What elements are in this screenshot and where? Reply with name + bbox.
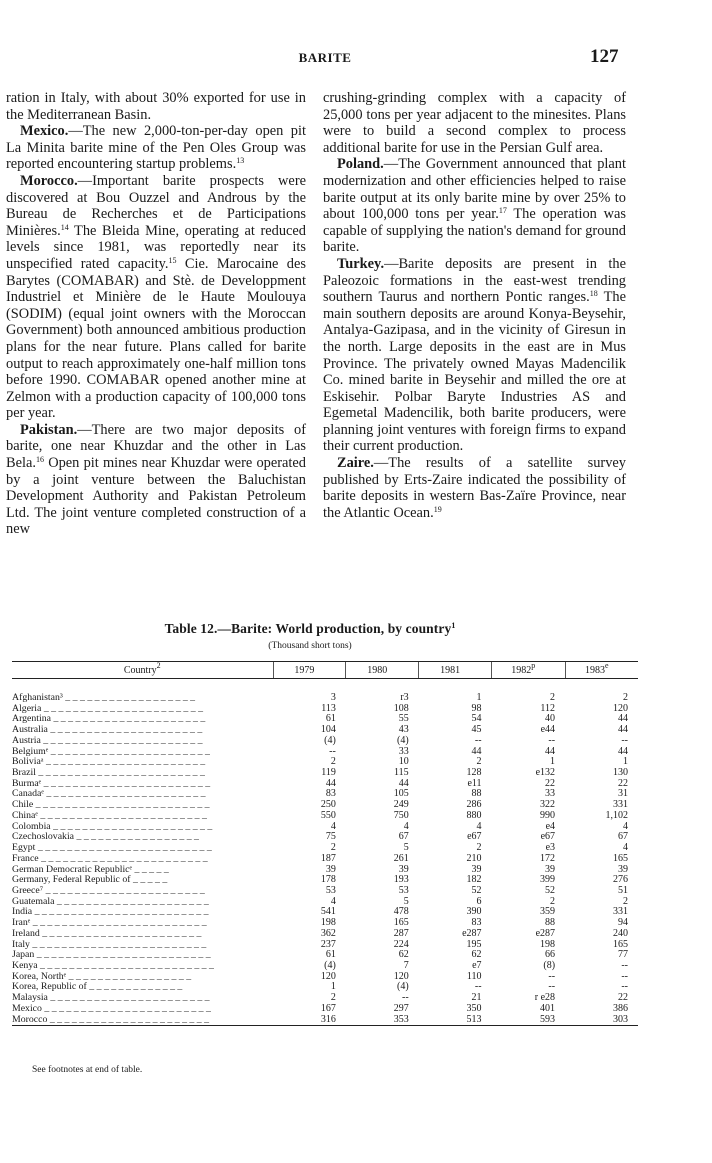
value-cell: 39: [545, 863, 556, 875]
value-cell: 52: [471, 884, 482, 896]
value-cell: 362: [320, 927, 336, 939]
country-cell: Ireland _ _ _ _ _ _ _ _ _ _ _ _ _ _ _ _ _ _ _ _ _ _: [12, 928, 202, 939]
value-cell: 130: [613, 767, 628, 779]
value-cell: 593: [492, 1015, 566, 1026]
value-cell: 167: [320, 1002, 336, 1014]
value-cell: 55: [398, 713, 409, 725]
footnote-ref: 15: [168, 255, 177, 265]
value-cell: e67: [467, 831, 482, 843]
table-row: [12, 679, 638, 704]
value-cell: 10: [398, 756, 409, 768]
value-cell: 22: [618, 992, 628, 1004]
footnote-ref: 14: [60, 222, 69, 232]
value-cell: --: [548, 981, 556, 993]
value-cell: 128: [466, 767, 482, 779]
value-cell: (4): [324, 734, 336, 746]
country-cell: Korea, Republic of _ _ _ _ _ _ _ _ _ _ _ _ _: [12, 982, 183, 993]
value-cell: 353: [346, 1015, 419, 1026]
text-run: Turkey.: [337, 255, 385, 272]
country-cell: Egypt _ _ _ _ _ _ _ _ _ _ _ _ _ _ _ _ _ _ _ _ _ _ _ _: [12, 843, 212, 854]
value-cell: --: [329, 745, 336, 757]
table-row: [12, 929, 638, 940]
left-column: [6, 90, 306, 538]
value-cell: 40: [545, 713, 556, 725]
value-cell: 39: [325, 863, 336, 875]
value-cell: 33: [398, 745, 409, 757]
column-header: 1983e: [565, 662, 638, 679]
footnote-ref: 17: [498, 206, 507, 216]
value-cell: r e28: [534, 992, 556, 1004]
value-cell: 75: [325, 831, 336, 843]
value-cell: (4): [397, 981, 409, 993]
column-header: 1979: [273, 662, 346, 679]
value-cell: 297: [393, 1002, 409, 1014]
footnote-ref: 18: [589, 289, 598, 299]
country-cell: Kenya _ _ _ _ _ _ _ _ _ _ _ _ _ _ _ _ _ _ _ _ _ _ _ _: [12, 960, 214, 971]
value-cell: 33: [545, 788, 556, 800]
text-run: Mexico.: [20, 123, 69, 140]
value-cell: 276: [613, 874, 628, 886]
value-cell: e44: [540, 724, 556, 736]
text-run: The main southern deposits are around Konya-Beysehir, Antalya-Gazipasa, and in the vicinity of Giresun in the north. Large deposits in the east are in Mus Province. The privately owned Mayas Madencilik Co. mined barite in Beysehir and milled the ore at Eskisehir. Polbar Baryte Industries AS and Egemetal Madencilik, both barite producers, were planning joint ventures with foreign firms to expand their current production.: [323, 289, 626, 455]
country-cell: Morocco _ _ _ _ _ _ _ _ _ _ _ _ _ _ _ _ _ _ _ _ _ _: [12, 1015, 273, 1026]
value-cell: 110: [466, 970, 482, 982]
value-cell: 316: [273, 1015, 346, 1026]
value-cell: 2: [476, 756, 482, 768]
value-cell: 119: [321, 767, 336, 779]
value-cell: 53: [398, 884, 409, 896]
value-cell: --: [474, 981, 482, 993]
value-cell: 88: [545, 917, 556, 929]
value-cell: 359: [540, 906, 556, 918]
country-cell: France _ _ _ _ _ _ _ _ _ _ _ _ _ _ _ _ _ _ _ _ _ _ _: [12, 853, 208, 864]
value-cell: 2: [550, 692, 556, 703]
value-cell: 83: [325, 788, 336, 800]
value-cell: --: [621, 981, 628, 993]
value-cell: 193: [393, 874, 409, 886]
table-header-row: [12, 662, 638, 679]
country-cell: Colombia _ _ _ _ _ _ _ _ _ _ _ _ _ _ _ _ _ _ _ _ _ _: [12, 821, 213, 832]
text-run: Zaire.: [337, 455, 374, 472]
value-cell: 94: [618, 917, 628, 929]
value-cell: (8): [543, 959, 556, 971]
page-number: 127: [590, 46, 619, 67]
value-cell: 67: [618, 831, 628, 843]
country-cell: Burmaᵉ _ _ _ _ _ _ _ _ _ _ _ _ _ _ _ _ _ _ _ _ _ _ _: [12, 778, 211, 789]
value-cell: 21: [471, 992, 482, 1004]
value-cell: 3: [330, 692, 336, 703]
country-cell: Brazil _ _ _ _ _ _ _ _ _ _ _ _ _ _ _ _ _ _ _ _ _ _ _: [12, 768, 205, 779]
text-run: Cie. Marocaine des Barytes (COMABAR) and Stè. de Developpment Industriel et Minière de le Haute Moulouya (SODIM) (equal joint owners with the Moroccan Government) both announced ambitious production plans for the near future. Plans called for barite output to reach approximately one-half million tons before 1990. COMABAR opened another mine at Zelmon with a production capacity of 100,000 tons per year.: [6, 255, 306, 422]
value-cell: 120: [393, 970, 409, 982]
country-cell: Austria _ _ _ _ _ _ _ _ _ _ _ _ _ _ _ _ _ _ _ _ _ _: [12, 735, 203, 746]
value-cell: e67: [540, 831, 556, 843]
country-cell: Germany, Federal Republic of _ _ _ _ _: [12, 875, 168, 886]
value-cell: 112: [540, 702, 556, 714]
value-cell: 61: [325, 949, 336, 961]
value-cell: --: [621, 734, 628, 746]
table-subtitle: (Thousand short tons): [268, 641, 352, 651]
value-cell: 2: [330, 842, 336, 854]
value-cell: 4: [403, 820, 409, 832]
value-cell: 513: [419, 1015, 492, 1026]
country-cell: Boliviaᵃ _ _ _ _ _ _ _ _ _ _ _ _ _ _ _ _ _ _ _ _ _ _: [12, 757, 206, 768]
value-cell: 237: [320, 938, 336, 950]
column-header: 1980: [346, 662, 419, 679]
value-cell: 6: [476, 895, 482, 907]
country-cell: Chinaᵉ _ _ _ _ _ _ _ _ _ _ _ _ _ _ _ _ _ _ _ _ _ _ _: [12, 810, 207, 821]
country-cell: Algeria _ _ _ _ _ _ _ _ _ _ _ _ _ _ _ _ _ _ _ _ _ _: [12, 703, 204, 714]
table-row: [12, 1004, 638, 1015]
value-cell: 44: [618, 713, 628, 725]
value-cell: 108: [393, 702, 409, 714]
value-cell: (4): [397, 734, 409, 746]
table-row: [12, 747, 638, 758]
value-cell: 198: [320, 917, 336, 929]
value-cell: 44: [325, 777, 336, 789]
value-cell: e7: [472, 959, 482, 971]
value-cell: 5: [403, 842, 409, 854]
value-cell: 550: [320, 809, 336, 821]
value-cell: 54: [471, 713, 482, 725]
table-row: [12, 1015, 638, 1026]
value-cell: 51: [618, 884, 628, 896]
value-cell: 1: [330, 981, 336, 993]
text-run: Morocco.: [20, 172, 78, 189]
value-cell: 2: [623, 895, 628, 907]
value-cell: e287: [462, 927, 482, 939]
table-row: [12, 811, 638, 822]
value-cell: --: [548, 734, 556, 746]
value-cell: 322: [540, 799, 556, 811]
country-cell: Greece⁷ _ _ _ _ _ _ _ _ _ _ _ _ _ _ _ _ _ _ _ _ _ _: [12, 885, 205, 896]
value-cell: 52: [545, 884, 556, 896]
value-cell: 44: [618, 745, 628, 757]
value-cell: 39: [398, 863, 409, 875]
text-run: ration in Italy, with about 30% exported for use in the Mediterranean Basin.: [6, 90, 306, 123]
value-cell: 61: [325, 713, 336, 725]
paragraph: [323, 90, 626, 156]
footnote-ref: 16: [35, 455, 44, 465]
value-cell: --: [474, 734, 482, 746]
value-cell: 44: [545, 745, 556, 757]
value-cell: 105: [393, 788, 409, 800]
value-cell: 104: [320, 724, 336, 736]
country-cell: Chile _ _ _ _ _ _ _ _ _ _ _ _ _ _ _ _ _ _ _ _ _ _ _ _: [12, 800, 210, 811]
country-cell: Italy _ _ _ _ _ _ _ _ _ _ _ _ _ _ _ _ _ _ _ _ _ _ _ _: [12, 939, 207, 950]
country-cell: Afghanistan³ _ _ _ _ _ _ _ _ _ _ _ _ _ _ _ _ _ _: [12, 692, 196, 703]
paragraph: [6, 173, 306, 422]
value-cell: 45: [471, 724, 482, 736]
value-cell: 331: [613, 799, 628, 811]
value-cell: --: [548, 970, 556, 982]
value-cell: 198: [540, 938, 556, 950]
value-cell: 5: [403, 895, 409, 907]
value-cell: 4: [476, 820, 482, 832]
value-cell: 165: [613, 938, 628, 950]
value-cell: 62: [471, 949, 482, 961]
value-cell: 478: [393, 906, 409, 918]
value-cell: 541: [320, 906, 336, 918]
value-cell: 77: [618, 949, 628, 961]
value-cell: (4): [324, 959, 336, 971]
value-cell: 2: [476, 842, 482, 854]
text-run: Pakistan.: [20, 421, 78, 438]
value-cell: 286: [466, 799, 482, 811]
footnote-ref: 13: [236, 156, 245, 166]
text-run: The operation was capable of supplying the nation's demand for ground barite.: [323, 206, 626, 256]
value-cell: 331: [613, 906, 628, 918]
paragraph: [6, 123, 306, 173]
value-cell: 113: [321, 702, 336, 714]
value-cell: e132: [535, 767, 556, 779]
value-cell: 165: [613, 852, 628, 864]
value-cell: 399: [540, 874, 556, 886]
value-cell: r3: [400, 692, 409, 703]
value-cell: --: [621, 959, 628, 971]
value-cell: 22: [545, 777, 556, 789]
paragraph: [323, 256, 626, 455]
value-cell: 1: [550, 756, 556, 768]
value-cell: 62: [398, 949, 409, 961]
table-row: [12, 972, 638, 983]
value-cell: 880: [466, 809, 482, 821]
table-row: [12, 736, 638, 747]
value-cell: 210: [466, 852, 482, 864]
table-row: [12, 886, 638, 897]
value-cell: 1,102: [605, 809, 628, 821]
value-cell: 2: [330, 992, 336, 1004]
value-cell: 178: [320, 874, 336, 886]
column-header: Country$^2$: [12, 662, 273, 679]
value-cell: 83: [471, 917, 482, 929]
table-row: [12, 832, 638, 843]
value-cell: 401: [540, 1002, 556, 1014]
value-cell: 44: [471, 745, 482, 757]
value-cell: 39: [471, 863, 482, 875]
table-footnote: See footnotes at end of table.: [32, 1065, 143, 1075]
country-cell: Argentina _ _ _ _ _ _ _ _ _ _ _ _ _ _ _ _ _ _ _ _ _: [12, 714, 206, 725]
right-column: [323, 90, 626, 521]
value-cell: 31: [618, 788, 628, 800]
country-cell: Korea, Northᵉ _ _ _ _ _ _ _ _ _ _ _ _ _ _ _ _ _: [12, 971, 192, 982]
value-cell: 4: [623, 820, 628, 832]
text-run: crushing-grinding complex with a capacity of 25,000 tons per year adjacent to the minesites. Plans were to build a second complex to process additional barite for use in the Persian Gulf area.: [323, 90, 626, 156]
value-cell: 44: [618, 724, 628, 736]
value-cell: 287: [393, 927, 409, 939]
value-cell: 4: [330, 895, 336, 907]
country-cell: Guatemala _ _ _ _ _ _ _ _ _ _ _ _ _ _ _ _ _ _ _ _ _: [12, 896, 209, 907]
value-cell: 53: [325, 884, 336, 896]
text-run: The Bleida Mine, operating at reduced levels since 1981, was reportedly near its unspecified rated capacity.: [6, 222, 306, 272]
paragraph: [323, 455, 626, 521]
country-cell: Japan _ _ _ _ _ _ _ _ _ _ _ _ _ _ _ _ _ _ _ _ _ _ _ _: [12, 950, 211, 961]
value-cell: 350: [466, 1002, 482, 1014]
paragraph: [323, 156, 626, 256]
value-cell: 303: [565, 1015, 638, 1026]
text-run: —Important barite prospects were discovered at Bou Ouzzel and Androus by the Bureau de Recherches et de Participations Minières.: [6, 172, 306, 239]
column-header: 1981: [419, 662, 492, 679]
value-cell: 195: [466, 938, 482, 950]
production-table: [12, 661, 638, 1026]
value-cell: 43: [398, 724, 409, 736]
value-cell: e3: [545, 842, 556, 854]
value-cell: --: [402, 992, 409, 1004]
value-cell: 172: [540, 852, 556, 864]
country-cell: Malaysia _ _ _ _ _ _ _ _ _ _ _ _ _ _ _ _ _ _ _ _ _ _: [12, 993, 210, 1004]
value-cell: e11: [467, 777, 482, 789]
value-cell: --: [621, 970, 628, 982]
value-cell: 1: [623, 756, 628, 768]
value-cell: 750: [393, 809, 409, 821]
value-cell: 182: [466, 874, 482, 886]
value-cell: 386: [613, 1002, 628, 1014]
running-head: [0, 46, 712, 70]
value-cell: 44: [398, 777, 409, 789]
value-cell: 390: [466, 906, 482, 918]
text-run: Open pit mines near Khuzdar were operated by a joint venture between the Baluchistan Development Authority and Pakistan Petroleum Ltd. The joint venture completed construction of a new: [6, 455, 306, 538]
paragraph: [6, 422, 306, 538]
value-cell: 88: [471, 788, 482, 800]
value-cell: 4: [330, 820, 336, 832]
paragraph: [6, 90, 306, 123]
value-cell: 115: [394, 767, 409, 779]
value-cell: 261: [393, 852, 409, 864]
value-cell: 39: [618, 863, 628, 875]
country-cell: Mexico _ _ _ _ _ _ _ _ _ _ _ _ _ _ _ _ _ _ _ _ _ _ _: [12, 1003, 211, 1014]
value-cell: 22: [618, 777, 628, 789]
value-cell: 1: [476, 692, 482, 703]
value-cell: 98: [471, 702, 482, 714]
running-title: BARITE: [298, 50, 352, 65]
value-cell: 2: [330, 756, 336, 768]
country-cell: German Democratic Republicᵉ _ _ _ _ _: [12, 864, 169, 875]
country-cell: Australia _ _ _ _ _ _ _ _ _ _ _ _ _ _ _ _ _ _ _ _ _: [12, 725, 203, 736]
text-run: —The new 2,000-ton-per-day open pit La Minita barite mine of the Pen Oles Group was reported encountering startup problems.: [6, 123, 306, 173]
value-cell: 2: [550, 895, 556, 907]
value-cell: 249: [393, 799, 409, 811]
country-cell: India _ _ _ _ _ _ _ _ _ _ _ _ _ _ _ _ _ _ _ _ _ _ _ _: [12, 907, 209, 918]
value-cell: 990: [540, 809, 556, 821]
value-cell: 66: [545, 949, 556, 961]
value-cell: e4: [545, 820, 556, 832]
country-cell: Czechoslovakia _ _ _ _ _ _ _ _ _ _ _ _ _ _ _ _ _: [12, 832, 199, 843]
country-cell: Iranᵉ _ _ _ _ _ _ _ _ _ _ _ _ _ _ _ _ _ _ _ _ _ _ _ _: [12, 918, 207, 929]
table-row: [12, 854, 638, 865]
text-run: —Barite deposits are present in the Paleozoic formations in the east-west trending southern Taurus and northern Pontic ranges.: [323, 255, 626, 306]
value-cell: 120: [320, 970, 336, 982]
value-cell: 165: [393, 917, 409, 929]
value-cell: 250: [320, 799, 336, 811]
value-cell: 240: [613, 927, 628, 939]
text-run: —There are two major deposits of barite, one near Khuzdar and the other in Las Bela.: [6, 421, 306, 472]
value-cell: 67: [398, 831, 409, 843]
value-cell: 187: [320, 852, 336, 864]
value-cell: e287: [535, 927, 556, 939]
value-cell: 2: [623, 692, 628, 703]
table-title: Table 12.—Barite: World production, by country$^1$: [164, 621, 456, 636]
value-cell: 224: [393, 938, 409, 950]
value-cell: 120: [613, 702, 628, 714]
value-cell: 7: [403, 959, 409, 971]
text-run: Poland.: [337, 156, 384, 173]
text-run: —The Government announced that plant modernization and other efficiencies helped to raise barite output at its only barite mine by over 25% to about 100,000 tons per year.: [323, 156, 626, 223]
text-run: —The results of a satellite survey published by Erts-Zaire indicated the possibility of barite deposits in western Bas-Zaïre Province, near the Atlantic Ocean.: [323, 455, 626, 521]
country-cell: Canadaᵉ _ _ _ _ _ _ _ _ _ _ _ _ _ _ _ _ _ _ _ _ _ _: [12, 789, 206, 800]
value-cell: 4: [623, 842, 628, 854]
country-cell: Belgiumᵉ _ _ _ _ _ _ _ _ _ _ _ _ _ _ _ _ _ _ _ _ _ _: [12, 746, 210, 757]
footnote-ref: 19: [433, 504, 442, 514]
column-header: 1982$^p$: [492, 662, 566, 679]
